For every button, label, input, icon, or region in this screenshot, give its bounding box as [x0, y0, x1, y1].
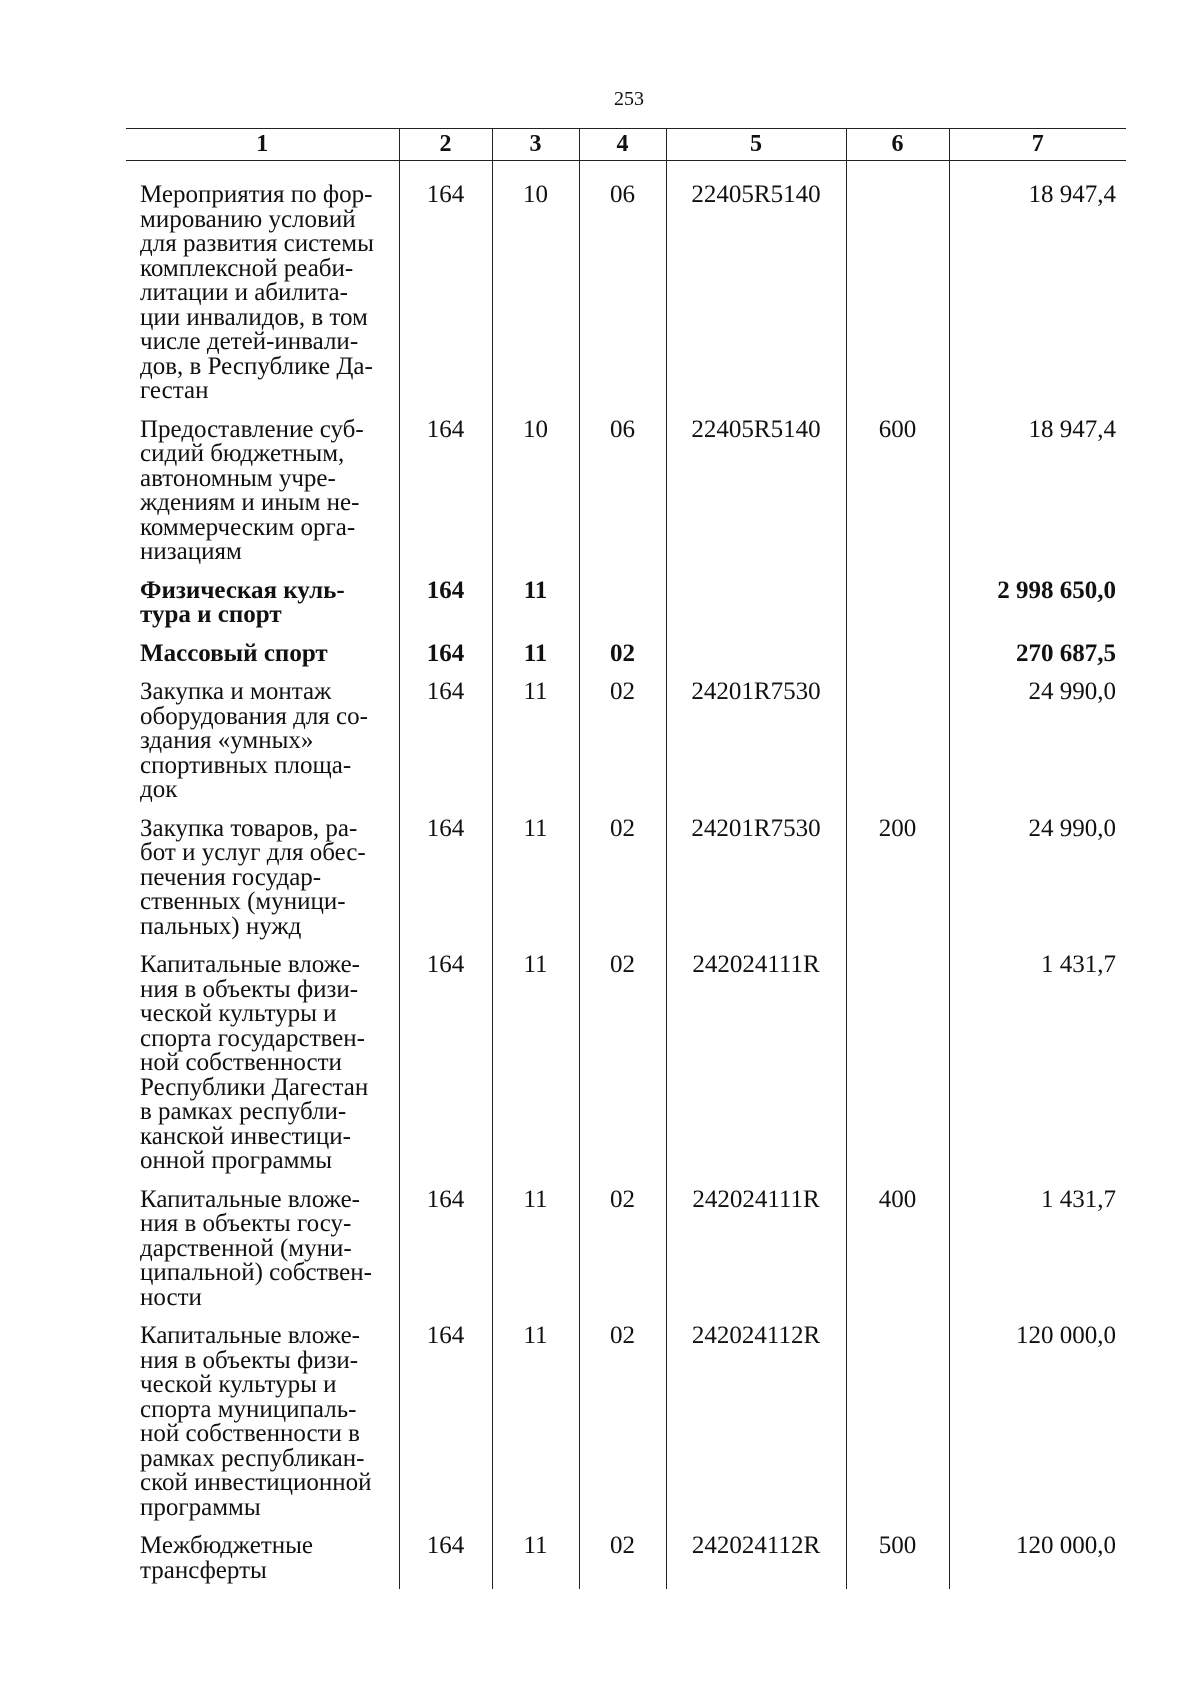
table-row	[126, 1188, 1126, 1325]
ministry-code-cell: 164	[399, 817, 492, 954]
target-article-cell: 22405R5140	[666, 161, 846, 418]
subsection-code-cell: 06	[579, 161, 666, 418]
amount-cell: 24 990,0	[949, 817, 1126, 954]
ministry-code-cell: 164	[399, 1188, 492, 1325]
target-article-cell: 242024112R	[666, 1324, 846, 1534]
subsection-code-cell: 06	[579, 418, 666, 579]
amount-cell: 120 000,0	[949, 1324, 1126, 1534]
table-row	[126, 642, 1126, 681]
ministry-code-cell: 164	[399, 1324, 492, 1534]
column-header: 4	[579, 129, 666, 161]
expense-type-cell	[846, 642, 949, 681]
page-number: 253	[614, 88, 644, 110]
expense-type-cell	[846, 1324, 949, 1534]
section-code-cell: 11	[492, 1534, 579, 1589]
target-article-cell	[666, 642, 846, 681]
target-article-cell: 24201R7530	[666, 680, 846, 817]
table-row	[126, 1324, 1126, 1534]
amount-cell: 2 998 650,0	[949, 579, 1126, 642]
section-code-cell: 11	[492, 817, 579, 954]
subsection-code-cell: 02	[579, 1324, 666, 1534]
row-name-cell: Межбюджетные трансферты	[140, 1532, 314, 1584]
amount-cell: 270 687,5	[949, 642, 1126, 681]
column-header: 2	[399, 129, 492, 161]
row-name-cell: Капитальные вложе- ния в объекты госу- дарственной (муни- ципальной) собствен- ности	[140, 1185, 372, 1311]
target-article-cell: 242024111R	[666, 953, 846, 1188]
amount-cell: 1 431,7	[949, 1188, 1126, 1325]
amount-cell: 18 947,4	[949, 418, 1126, 579]
table-row	[126, 579, 1126, 642]
column-header: 7	[949, 129, 1126, 161]
row-name-cell: Закупка и монтаж оборудования для со- здания «умных» спортивных площа- док	[140, 678, 368, 803]
table-row	[126, 817, 1126, 954]
table-row	[126, 953, 1126, 1188]
expense-type-cell: 600	[846, 418, 949, 579]
amount-cell: 18 947,4	[949, 161, 1126, 418]
section-code-cell: 11	[492, 680, 579, 817]
amount-cell: 120 000,0	[949, 1534, 1126, 1589]
table-header-row	[126, 129, 1126, 161]
ministry-code-cell: 164	[399, 680, 492, 817]
section-code-cell: 11	[492, 1188, 579, 1325]
section-code-cell: 11	[492, 953, 579, 1188]
table-row	[126, 161, 1126, 418]
ministry-code-cell: 164	[399, 953, 492, 1188]
amount-cell: 1 431,7	[949, 953, 1126, 1188]
section-code-cell: 11	[492, 579, 579, 642]
column-header: 3	[492, 129, 579, 161]
target-article-cell: 242024111R	[666, 1188, 846, 1325]
table-body	[126, 161, 1126, 1590]
subsection-code-cell: 02	[579, 680, 666, 817]
target-article-cell: 24201R7530	[666, 817, 846, 954]
row-name-cell: Предоставление суб- сидий бюджетным, автономным учре- ждениям и иным не- коммерческим орга- низациям	[140, 415, 364, 565]
section-code-cell: 10	[492, 161, 579, 418]
target-article-cell	[666, 579, 846, 642]
expense-type-cell	[846, 579, 949, 642]
expense-type-cell	[846, 161, 949, 418]
table-row	[126, 680, 1126, 817]
column-header: 6	[846, 129, 949, 161]
column-header: 1	[126, 129, 399, 161]
row-name-cell: Закупка товаров, ра- бот и услуг для обес- печения государ- ственных (муници- пальных) нужд	[140, 814, 366, 940]
section-code-cell: 11	[492, 642, 579, 681]
subsection-code-cell	[579, 579, 666, 642]
target-article-cell: 22405R5140	[666, 418, 846, 579]
amount-cell: 24 990,0	[949, 680, 1126, 817]
subsection-code-cell: 02	[579, 642, 666, 681]
budget-table	[126, 128, 1126, 1589]
ministry-code-cell: 164	[399, 579, 492, 642]
subsection-code-cell: 02	[579, 953, 666, 1188]
section-code-cell: 11	[492, 1324, 579, 1534]
row-name-cell: Массовый спорт	[140, 639, 328, 667]
table-row	[126, 1534, 1126, 1589]
column-header: 5	[666, 129, 846, 161]
subsection-code-cell: 02	[579, 1188, 666, 1325]
ministry-code-cell: 164	[399, 161, 492, 418]
table-row	[126, 418, 1126, 579]
subsection-code-cell: 02	[579, 817, 666, 954]
expense-type-cell: 400	[846, 1188, 949, 1325]
target-article-cell: 242024112R	[666, 1534, 846, 1589]
row-name-cell: Капитальные вложе- ния в объекты физи- ческой культуры и спорта муниципаль- ной собственности в рамках республикан- ской инвестиционной программы	[140, 1322, 372, 1521]
ministry-code-cell: 164	[399, 1534, 492, 1589]
expense-type-cell: 500	[846, 1534, 949, 1589]
ministry-code-cell: 164	[399, 418, 492, 579]
expense-type-cell	[846, 680, 949, 817]
expense-type-cell: 200	[846, 817, 949, 954]
subsection-code-cell: 02	[579, 1534, 666, 1589]
expense-type-cell	[846, 953, 949, 1188]
row-name-cell: Мероприятия по фор- мированию условий для развития системы комплексной реаби- литации и абилита- ции инвалидов, в том числе детей-инвали- дов, в Республике Да- гестан	[140, 181, 374, 404]
section-code-cell: 10	[492, 418, 579, 579]
ministry-code-cell: 164	[399, 642, 492, 681]
row-name-cell: Физическая куль- тура и спорт	[140, 576, 345, 628]
row-name-cell: Капитальные вложе- ния в объекты физи- ческой культуры и спорта государствен- ной собственности Республики Дагестан в рамках республи- канской инвестици- онной программы	[140, 951, 369, 1174]
